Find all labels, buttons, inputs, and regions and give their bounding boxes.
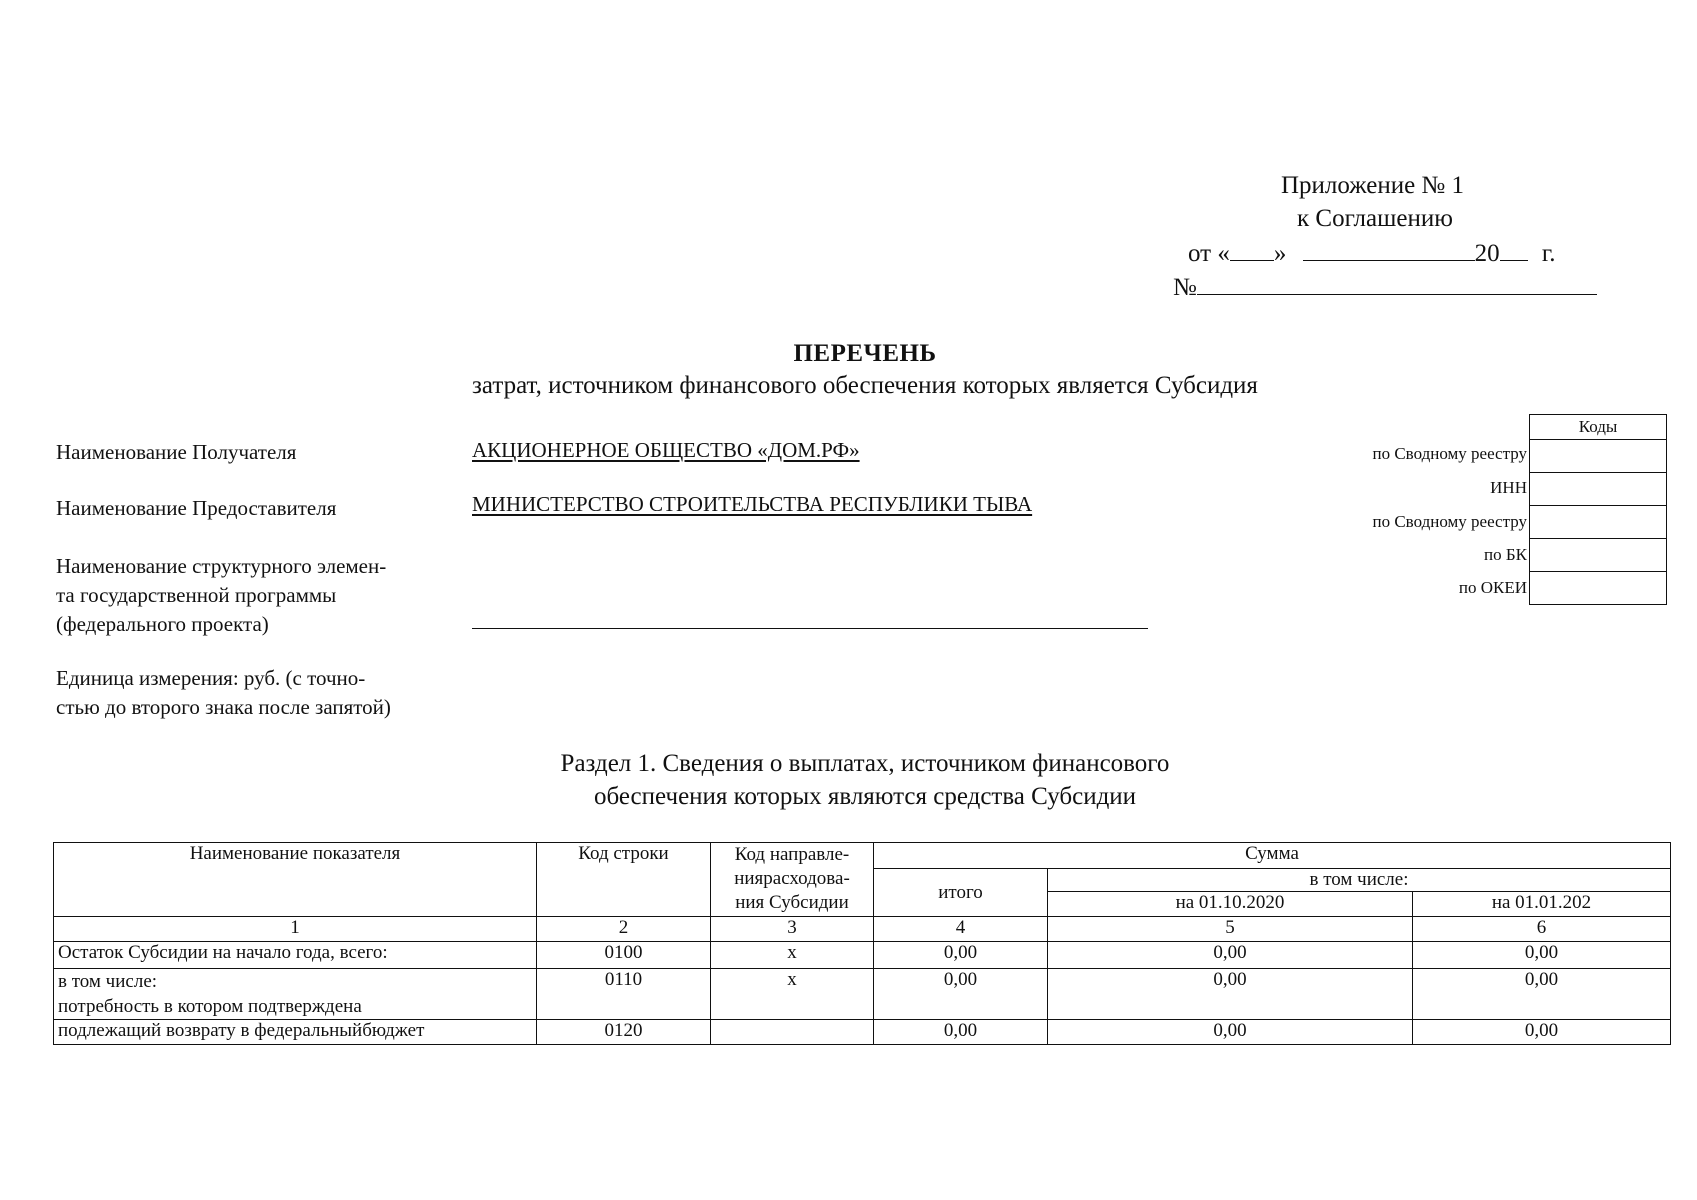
code-cell-registry-2	[1530, 506, 1667, 539]
provider-label: Наименование Предоставителя	[56, 496, 337, 520]
row-value-2: 0,00	[1413, 942, 1671, 969]
row-code: 0110	[537, 969, 711, 1020]
table-row	[54, 942, 1671, 969]
recipient-value: АКЦИОНЕРНОЕ ОБЩЕСТВО «ДОМ.РФ»	[472, 438, 860, 462]
row-total: 0,00	[874, 942, 1048, 969]
code-cell-inn	[1530, 473, 1667, 506]
year-text: 20	[1474, 240, 1500, 267]
payments-table	[53, 842, 1671, 1045]
codes-label-bk: по БК	[1484, 545, 1527, 564]
section-heading-line2: обеспечения которых являются средства Субсидии	[593, 783, 1137, 810]
provider-value: МИНИСТЕРСТВО СТРОИТЕЛЬСТВА РЕСПУБЛИКИ ТЫВА	[472, 492, 1033, 516]
header-sum: Сумма	[874, 843, 1671, 869]
header-including: в том числе:	[1048, 869, 1671, 892]
row-direction: x	[711, 969, 874, 1020]
header-code: Код строки	[537, 843, 711, 917]
document-title: ПЕРЕЧЕНЬ	[793, 340, 937, 367]
day-blank	[1230, 238, 1274, 261]
header-total: итого	[874, 869, 1048, 917]
unit-label: Единица измерения: руб. (с точно- стью до второго знака после запятой)	[56, 666, 391, 719]
col-number-5: 5	[1048, 917, 1413, 942]
row-value-1: 0,00	[1048, 1020, 1413, 1045]
number-blank	[1197, 272, 1597, 295]
col-number-4: 4	[874, 917, 1048, 942]
appendix-subtitle: к Соглашению	[1297, 205, 1453, 232]
date-mid: »	[1273, 240, 1287, 267]
codes-table	[1529, 414, 1667, 605]
row-value-1: 0,00	[1048, 969, 1413, 1020]
codes-header: Коды	[1530, 415, 1667, 440]
appendix-date-line	[1188, 238, 1556, 268]
appendix-number-line	[1173, 272, 1597, 302]
code-cell-registry-1	[1530, 440, 1667, 473]
month-blank	[1303, 238, 1475, 261]
row-value-1: 0,00	[1048, 942, 1413, 969]
row-value-2: 0,00	[1413, 969, 1671, 1020]
col-number-1: 1	[54, 917, 537, 942]
row-name: подлежащий возврату в федеральныйбюджет	[54, 1020, 537, 1045]
header-date-2: на 01.01.202	[1413, 892, 1671, 917]
row-total: 0,00	[874, 1020, 1048, 1045]
header-name: Наименование показателя	[54, 843, 537, 917]
code-cell-bk	[1530, 539, 1667, 572]
structural-element-label: Наименование структурного элемен- та государственной программы (федерального проекта)	[56, 554, 387, 636]
number-label: №	[1173, 274, 1197, 301]
col-number-6: 6	[1413, 917, 1671, 942]
row-direction: x	[711, 942, 874, 969]
header-direction: Код направле- ниярасходова- ния Субсидии	[711, 843, 874, 917]
structural-element-blank	[472, 628, 1148, 629]
codes-label-registry-1: по Сводному реестру	[1372, 444, 1527, 463]
row-name: Остаток Субсидии на начало года, всего:	[54, 942, 537, 969]
codes-label-inn: ИНН	[1490, 478, 1527, 497]
row-code: 0120	[537, 1020, 711, 1045]
row-direction	[711, 1020, 874, 1045]
row-total: 0,00	[874, 969, 1048, 1020]
year-suffix: г.	[1541, 240, 1556, 267]
appendix-title: Приложение № 1	[1281, 172, 1465, 199]
section-heading-line1: Раздел 1. Сведения о выплатах, источником финансового	[560, 750, 1170, 777]
header-date-1: на 01.10.2020	[1048, 892, 1413, 917]
row-code: 0100	[537, 942, 711, 969]
col-number-2: 2	[537, 917, 711, 942]
col-number-3: 3	[711, 917, 874, 942]
code-cell-okei	[1530, 572, 1667, 605]
codes-label-okei: по ОКЕИ	[1458, 578, 1527, 597]
recipient-label: Наименование Получателя	[56, 440, 297, 464]
table-row	[54, 1020, 1671, 1045]
row-value-2: 0,00	[1413, 1020, 1671, 1045]
row-name: в том числе: потребность в котором подтверждена	[54, 969, 537, 1020]
year-blank	[1500, 238, 1528, 261]
codes-label-registry-2: по Сводному реестру	[1372, 512, 1527, 531]
document-subtitle: затрат, источником финансового обеспечения которых является Субсидия	[472, 372, 1258, 399]
date-prefix: от «	[1188, 240, 1230, 267]
table-row	[54, 969, 1671, 1020]
